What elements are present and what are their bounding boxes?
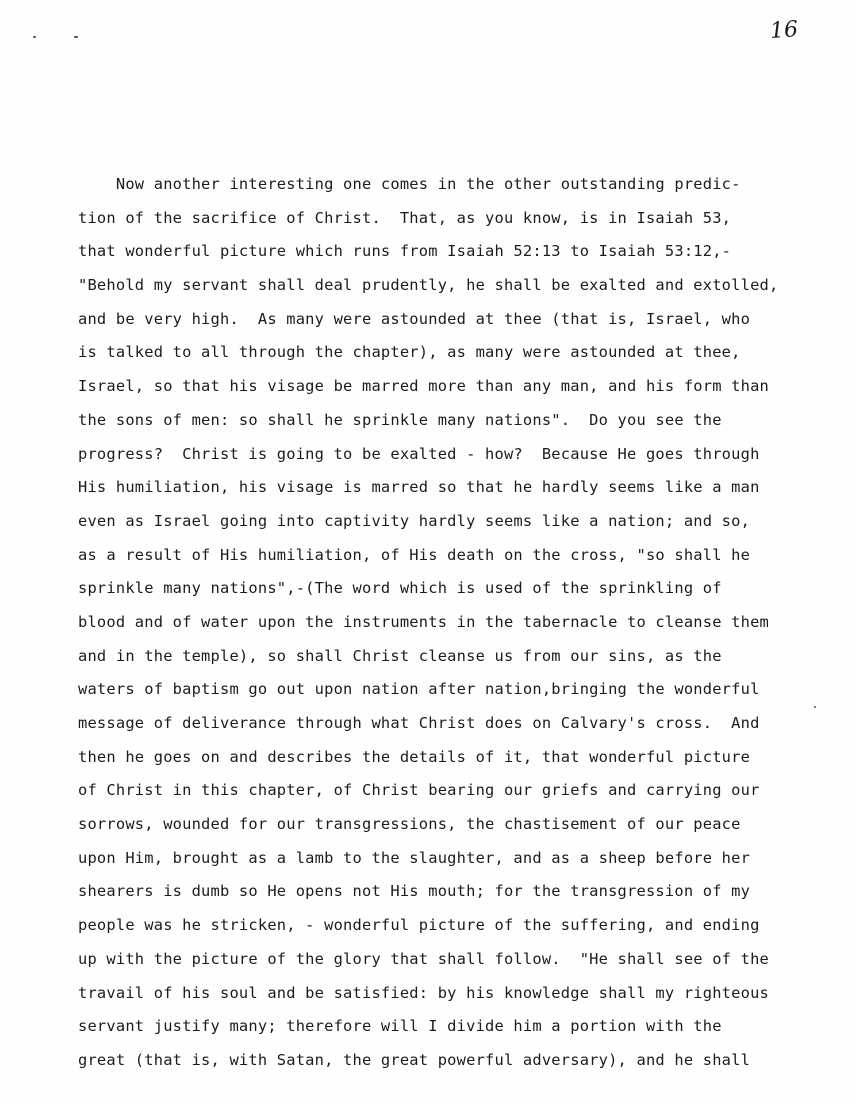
- text-line: tion of the sacrifice of Christ. That, as you know, is in Isaiah 53,: [78, 208, 732, 227]
- text-line: "Behold my servant shall deal prudently, he shall be exalted and extolled,: [78, 276, 779, 295]
- text-line: sprinkle many nations",-(The word which is used of the sprinkling of: [78, 579, 722, 598]
- text-line: Israel, so that his visage be marred more than any man, and his form than: [78, 377, 770, 396]
- text-line: blood and of water upon the instruments in the tabernacle to cleanse them: [78, 612, 770, 631]
- text-line: is talked to all through the chapter), as many were astounded at thee,: [78, 343, 741, 362]
- text-line: as a result of His humiliation, of His death on the cross, "so shall he: [78, 545, 751, 564]
- text-line: servant justify many; therefore will I divide him a portion with the: [78, 1017, 722, 1036]
- text-line: even as Israel going into captivity hardly seems like a nation; and so,: [78, 511, 751, 530]
- text-line: people was he stricken, - wonderful picture of the suffering, and ending: [78, 916, 760, 935]
- text-line: that wonderful picture which runs from Isaiah 52:13 to Isaiah 53:12,-: [78, 242, 732, 261]
- text-line: and in the temple), so shall Christ cleanse us from our sins, as the: [78, 646, 722, 665]
- text-line: upon Him, brought as a lamb to the slaughter, and as a sheep before her: [78, 848, 751, 867]
- page-number: 16: [769, 17, 799, 44]
- text-line: travail of his soul and be satisfied: by his knowledge shall my righteous: [78, 983, 770, 1002]
- text-line: shearers is dumb so He opens not His mouth; for the transgression of my: [78, 882, 751, 901]
- text-line: then he goes on and describes the details of it, that wonderful picture: [78, 747, 751, 766]
- text-line: progress? Christ is going to be exalted - how? Because He goes through: [78, 444, 760, 463]
- text-line: waters of baptism go out upon nation after nation,bringing the wonderful: [78, 680, 760, 699]
- scan-speck: [33, 36, 36, 38]
- scan-speck: [74, 36, 78, 38]
- text-line: great (that is, with Satan, the great powerful adversary), and he shall: [78, 1050, 751, 1069]
- text-line: His humiliation, his visage is marred so that he hardly seems like a man: [78, 478, 760, 497]
- text-line: of Christ in this chapter, of Christ bearing our griefs and carrying our: [78, 781, 760, 800]
- typed-paragraph: [78, 172, 838, 1082]
- text-line: up with the picture of the glory that shall follow. "He shall see of the: [78, 949, 770, 968]
- text-line: message of deliverance through what Christ does on Calvary's cross. And: [78, 714, 760, 732]
- text-line: and be very high. As many were astounded at thee (that is, Israel, who: [78, 309, 751, 328]
- text-line: the sons of men: so shall he sprinkle many nations". Do you see the: [78, 410, 722, 429]
- text-line: sorrows, wounded for our transgressions, the chastisement of our peace: [78, 815, 741, 834]
- text-line: Now another interesting one comes in the other outstanding predic-: [78, 175, 741, 193]
